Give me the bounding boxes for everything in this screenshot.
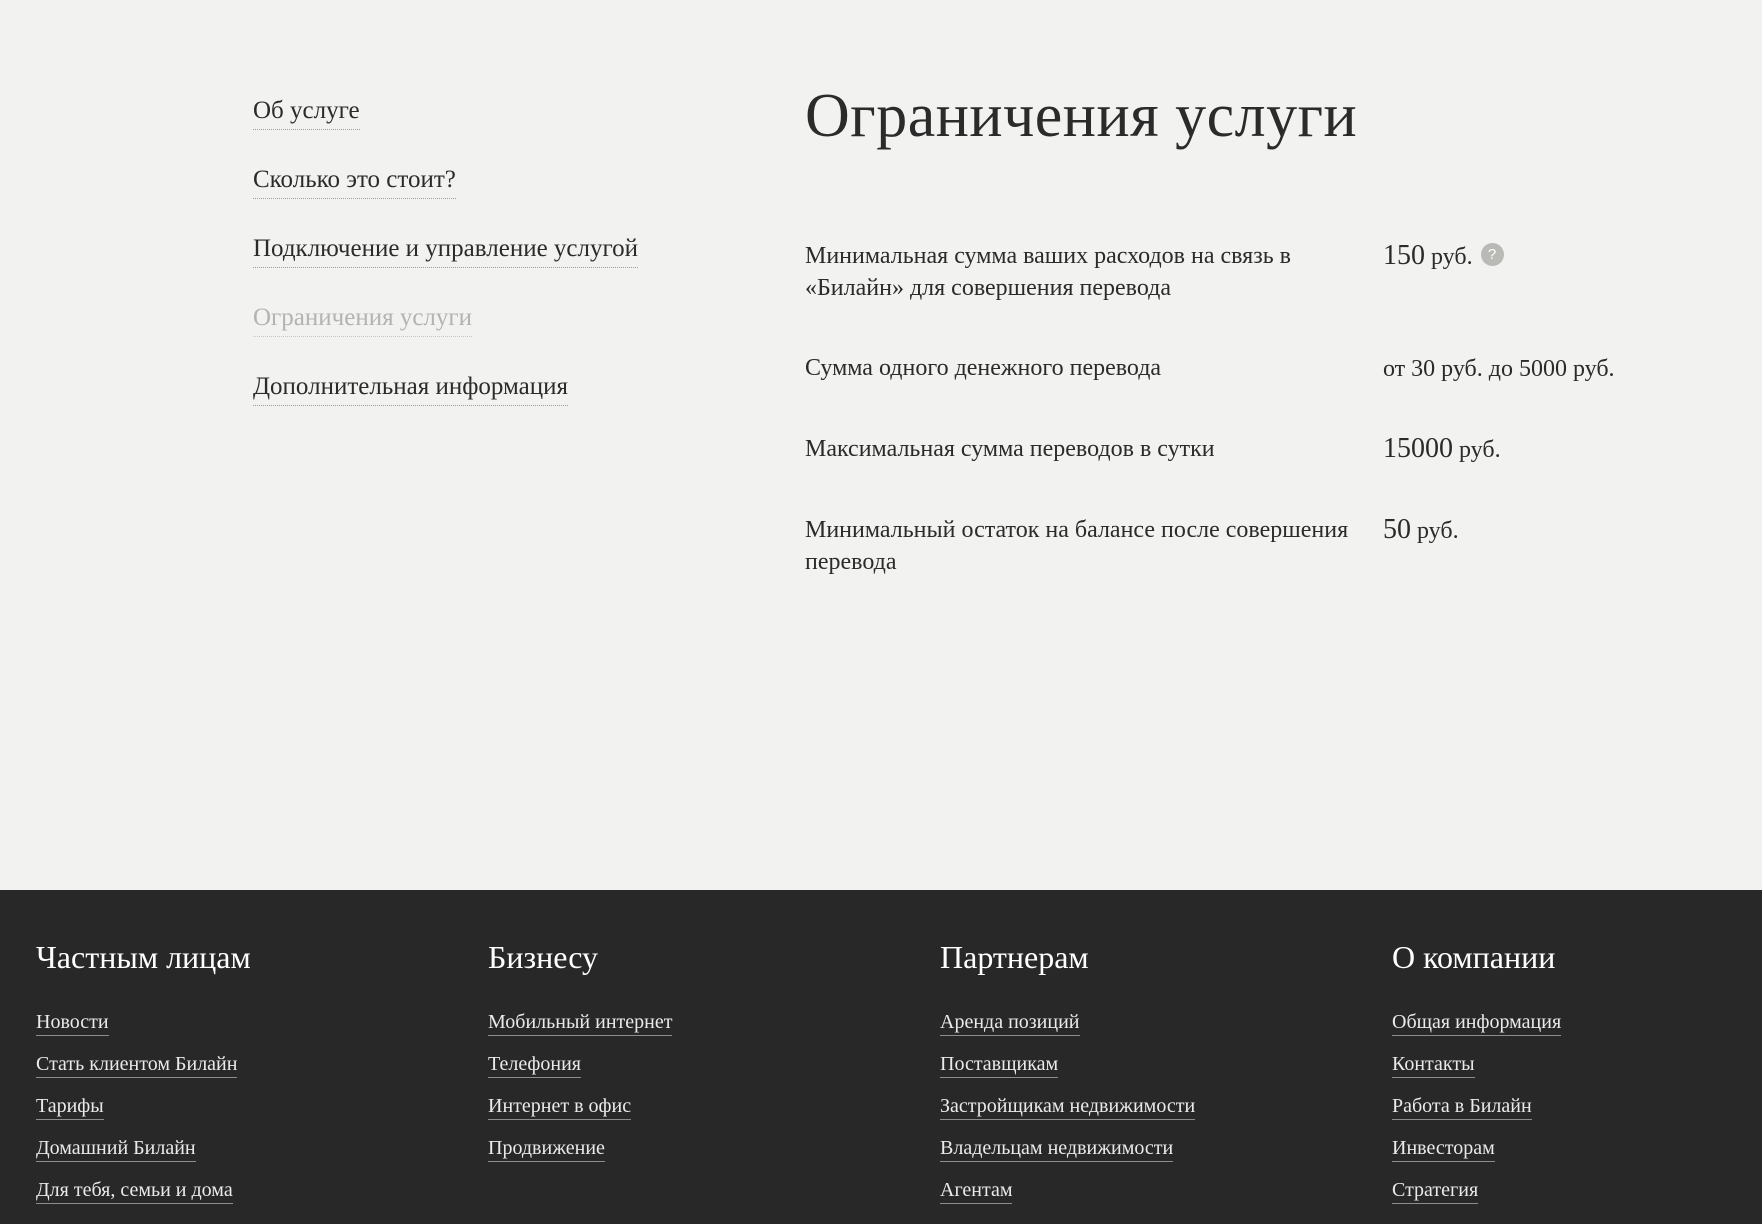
footer-link-general-info[interactable]: Общая информация [1392,1010,1561,1036]
footer-column-title: Партнерам [940,939,1089,975]
footer-column-company [1392,938,1732,1220]
table-row [805,514,1640,626]
footer-link-row [1392,1094,1732,1136]
footer-column-title: О компании [1392,939,1556,975]
limits-table [805,240,1640,626]
nav-row [253,303,773,372]
footer-link-row [1392,1178,1732,1220]
limit-value [1383,240,1640,352]
footer-link-telephony[interactable]: Телефония [488,1052,581,1078]
nav-row [253,165,773,234]
footer-link-row [940,1178,1320,1220]
sidebar-item-additional-info[interactable]: Дополнительная информация [253,372,568,406]
nav-row [253,234,773,303]
limit-label: Максимальная сумма переводов в сутки [805,436,1215,462]
footer-link-row [36,1094,456,1136]
footer-column-title: Бизнесу [488,939,599,975]
table-row [805,352,1640,433]
footer-link-row [940,1052,1320,1094]
footer-link-family-home[interactable]: Для тебя, семьи и дома [36,1178,233,1204]
limit-value-unit: руб. [1425,244,1473,270]
footer-link-position-rent[interactable]: Аренда позиций [940,1010,1080,1036]
limit-label: Сумма одного денежного перевода [805,355,1162,381]
page-title: Ограничения услуги [805,82,1358,150]
footer-link-row [488,1136,888,1178]
footer-link-row [1392,1052,1732,1094]
limit-value-unit: руб. [1411,518,1459,544]
footer-inner [0,890,1762,1224]
footer-link-row [488,1010,888,1052]
footer-link-row [488,1052,888,1094]
footer-link-row [36,1010,456,1052]
limit-value [1383,433,1640,514]
footer-link-row [36,1052,456,1094]
limit-value-number: 150 [1383,240,1425,271]
footer-link-become-client[interactable]: Стать клиентом Билайн [36,1052,237,1078]
sidebar-item-about[interactable]: Об услуге [253,96,360,130]
limit-label: Минимальная сумма ваших расходов на связь в «Билайн» для совершения перевода [805,243,1291,301]
table-row [805,433,1640,514]
footer-link-agents[interactable]: Агентам [940,1178,1012,1204]
nav-row [253,96,773,165]
help-icon[interactable]: ? [1481,243,1504,266]
footer-link-row [36,1178,456,1220]
limit-value [1383,514,1640,626]
sidebar-item-limits[interactable]: Ограничения услуги [253,303,472,337]
footer-link-suppliers[interactable]: Поставщикам [940,1052,1058,1078]
footer-link-strategy[interactable]: Стратегия [1392,1178,1478,1204]
nav-row [253,372,773,441]
footer-link-mobile-internet[interactable]: Мобильный интернет [488,1010,672,1036]
limit-value-number: 50 [1383,514,1411,545]
footer-link-careers[interactable]: Работа в Билайн [1392,1094,1532,1120]
limit-value-unit: руб. [1453,437,1501,463]
footer-link-row [1392,1136,1732,1178]
footer-link-home-beeline[interactable]: Домашний Билайн [36,1136,196,1162]
limit-value-number: 15000 [1383,433,1453,464]
footer-link-row [488,1094,888,1136]
table-row [805,240,1640,352]
footer-link-investors[interactable]: Инвесторам [1392,1136,1495,1162]
footer-link-news[interactable]: Новости [36,1010,109,1036]
footer-link-office-internet[interactable]: Интернет в офис [488,1094,631,1120]
footer-link-promotion[interactable]: Продвижение [488,1136,605,1162]
footer-link-row [36,1136,456,1178]
footer-link-row [940,1136,1320,1178]
article-column [805,80,1655,626]
limit-value-unit: от 30 руб. до 5000 руб. [1383,356,1615,382]
footer-link-property-owners[interactable]: Владельцам недвижимости [940,1136,1173,1162]
footer-link-row [1392,1010,1732,1052]
sidebar-item-connection[interactable]: Подключение и управление услугой [253,234,638,268]
sidebar-item-price[interactable]: Сколько это стоит? [253,165,456,199]
limit-label: Минимальный остаток на балансе после совершения перевода [805,517,1349,575]
limit-value [1383,352,1640,433]
footer-link-developers[interactable]: Застройщикам недвижимости [940,1094,1195,1120]
site-footer [0,890,1762,1224]
footer-column-business [488,938,888,1178]
footer-column-partners [940,938,1320,1220]
footer-link-tariffs[interactable]: Тарифы [36,1094,104,1120]
footer-column-private [36,938,456,1220]
section-nav [253,96,773,441]
footer-column-title: Частным лицам [36,939,251,975]
footer-link-row [940,1094,1320,1136]
footer-link-contacts[interactable]: Контакты [1392,1052,1475,1078]
footer-link-row [940,1010,1320,1052]
